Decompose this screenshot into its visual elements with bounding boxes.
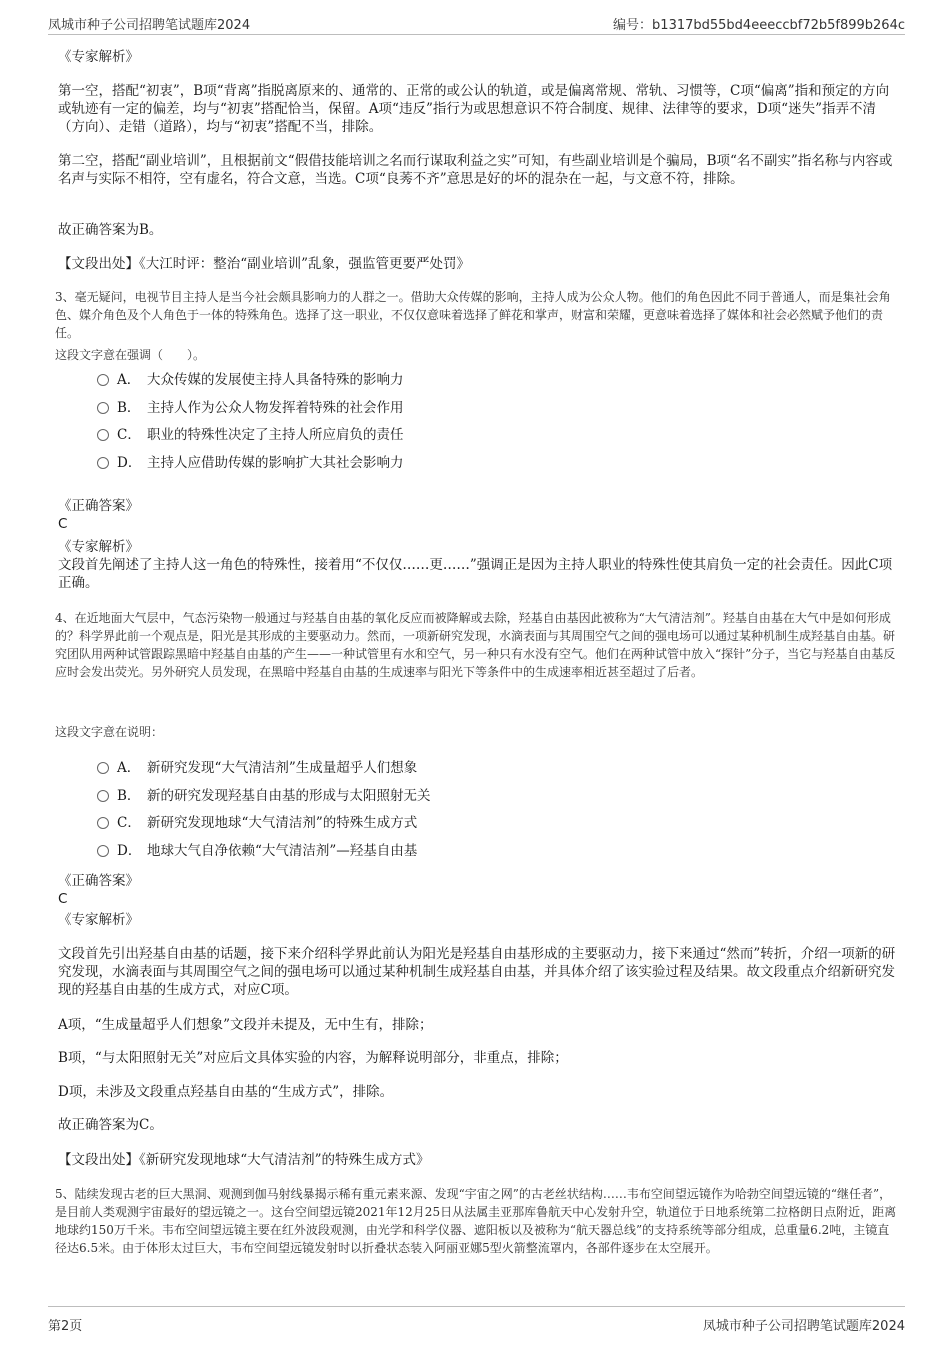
radio-icon[interactable]: [97, 762, 109, 774]
option-text: 职业的特殊性决定了主持人所应肩负的责任: [147, 427, 404, 443]
q4-source: 【文段出处】《新研究发现地球“大气清洁剂”的特殊生成方式》: [58, 1152, 430, 1168]
option-text: 大众传媒的发展使主持人具备特殊的影响力: [147, 372, 404, 388]
q4-analysis: 文段首先引出羟基自由基的话题，接下来介绍科学界此前认为阳光是羟基自由基形成的主要驱动力，接下来通过“然而”转折，介绍一项新的研究发现，水滴表面与其周围空气之间的强电场可以通过某种机制生成羟基自由基，并具体介绍了该实验过程及结果。故文段重点介绍新研究发现的羟基自由基的生成方式，对应C项。: [58, 946, 896, 998]
q4-note-a: A项，“生成量超乎人们想象”文段并未提及，无中生有，排除；: [58, 1017, 433, 1033]
option-text: 地球大气自净依赖“大气清洁剂”—羟基自由基: [147, 843, 418, 859]
radio-icon[interactable]: [97, 374, 109, 386]
q4-answer: C: [58, 891, 68, 907]
radio-icon[interactable]: [97, 457, 109, 469]
q4-conclusion: 故正确答案为C。: [58, 1117, 163, 1133]
radio-icon[interactable]: [97, 402, 109, 414]
q3-stem: 3、毫无疑问，电视节目主持人是当今社会颇具影响力的人群之一。借助大众传媒的影响，主持人成为公众人物。他们的角色因此不同于普通人，而是集社会角色、媒介角色及个人角色于一体的特殊角色。选择了这一职业，不仅仅意味着选择了鲜花和掌声，财富和荣耀，更意味着选择了媒体和社会必然赋予他们的责任。: [55, 290, 891, 340]
option-key: A．: [117, 372, 141, 388]
radio-icon[interactable]: [97, 817, 109, 829]
q3-option-d[interactable]: [97, 453, 404, 473]
q4-note-d: D项，未涉及文段重点羟基自由基的“生成方式”，排除。: [58, 1084, 394, 1100]
q3-option-b[interactable]: [97, 398, 404, 418]
q3-option-a[interactable]: [97, 370, 404, 390]
q4-prompt: 这段文字意在说明：: [55, 725, 164, 739]
option-key: A．: [117, 760, 141, 776]
option-key: C．: [117, 815, 141, 831]
q3-prompt: 这段文字意在强调（ ）。: [55, 348, 206, 362]
q5-stem: 5、陆续发现古老的巨大黑洞、观测到伽马射线暴揭示稀有重元素来源、发现“宇宙之网”的古老丝状结构……韦布空间望远镜作为哈勃空间望远镜的“继任者”，是目前人类观测宇宙最好的望远镜之一。这台空间望远镜2021年12月25日从法属圭亚那库鲁航天中心发射升空，轨道位于日地系统第二拉格朗日点附近，距离地球约150万千米。韦布空间望远镜主要在红外波段观测，由光学和科学仪器、遮阳板以及被称为“航天器总线”的支持系统等部分组成，总重量6.2吨，主镜直径达6.5米。由于体形太过巨大，韦布空间望远镜发射时以折叠状态装入阿丽亚娜5型火箭整流罩内，各部件逐步在太空展开。: [55, 1187, 897, 1255]
q2-source: 【文段出处】《大江时评：整治“副业培训”乱象，强监管更要严处罚》: [58, 256, 471, 272]
q4-option-d[interactable]: [97, 841, 417, 861]
page-header: [48, 12, 905, 35]
option-key: C．: [117, 427, 141, 443]
q2-analysis-title: 《专家解析》: [58, 49, 139, 65]
q2-analysis-para1: 第一空，搭配“初衷”，B项“背离”指脱离原来的、通常的、正常的或公认的轨道，或是偏离常规、常轨、习惯等，C项“偏离”指和预定的方向或轨迹有一定的偏差，均与“初衷”搭配恰当，保留。A项“违反”指行为或思想意识不符合制度、规律、法律等的要求，D项“迷失”指弄不清（方向）、走错（道路），均与“初衷”搭配不当，排除。: [58, 83, 890, 135]
option-text: 主持人应借助传媒的影响扩大其社会影响力: [147, 455, 404, 471]
option-key: D．: [117, 455, 142, 471]
q3-answer: C: [58, 516, 68, 532]
header-title: 凤城市种子公司招聘笔试题库2024: [48, 18, 251, 33]
q4-option-b[interactable]: [97, 786, 431, 806]
option-text: 主持人作为公众人物发挥着特殊的社会作用: [147, 400, 404, 416]
header-serial-number: 编号：b1317bd55bd4eeeccbf72b5f899b264c: [613, 18, 905, 33]
option-key: B．: [117, 400, 141, 416]
radio-icon[interactable]: [97, 429, 109, 441]
radio-icon[interactable]: [97, 845, 109, 857]
q2-analysis-para2: 第二空，搭配“副业培训”，且根据前文“假借技能培训之名而行谋取利益之实”可知，有些副业培训是个骗局，B项“名不副实”指名称与内容或名声与实际不相符，空有虚名，符合文意，当选。C项“良莠不齐”意思是好的坏的混杂在一起，与文意不符，排除。: [58, 153, 893, 187]
page-number: 第2页: [48, 1319, 83, 1334]
q4-analysis-title: 《专家解析》: [58, 912, 139, 928]
q4-note-b: B项，“与太阳照射无关”对应后文具体实验的内容，为解释说明部分，非重点，排除；: [58, 1050, 568, 1066]
q3-option-c[interactable]: [97, 425, 404, 445]
radio-icon[interactable]: [97, 790, 109, 802]
page-footer: [48, 1306, 905, 1337]
q3-analysis: 文段首先阐述了主持人这一角色的特殊性，接着用“不仅仅……更……”强调正是因为主持人职业的特殊性使其肩负一定的社会责任。因此C项正确。: [58, 557, 893, 591]
option-text: 新研究发现地球“大气清洁剂”的特殊生成方式: [147, 815, 418, 831]
q4-option-c[interactable]: [97, 813, 417, 833]
q2-conclusion: 故正确答案为B。: [58, 222, 163, 238]
footer-title: 凤城市种子公司招聘笔试题库2024: [702, 1319, 905, 1334]
q4-answer-title: 《正确答案》: [58, 873, 139, 889]
option-key: D．: [117, 843, 142, 859]
option-key: B．: [117, 788, 141, 804]
q3-answer-title: 《正确答案》: [58, 498, 139, 514]
option-text: 新的研究发现羟基自由基的形成与太阳照射无关: [147, 788, 431, 804]
q3-analysis-title: 《专家解析》: [58, 539, 139, 555]
option-text: 新研究发现“大气清洁剂”生成量超乎人们想象: [147, 760, 418, 776]
q4-option-a[interactable]: [97, 758, 417, 778]
q4-stem: 4、在近地面大气层中，气态污染物一般通过与羟基自由基的氧化反应而被降解或去除，羟基自由基因此被称为“大气清洁剂”。羟基自由基在大气中是如何形成的？科学界此前一个观点是，阳光是其形成的主要驱动力。然而，一项新研究发现，水滴表面与其周围空气之间的强电场可以通过某种机制生成羟基自由基。研究团队用两种试管跟踪黑暗中羟基自由基的产生——一种试管里有水和空气，另一种只有水没有空气。他们在两种试管中放入“探针”分子，当它与羟基自由基反应时会发出荧光。另外研究人员发现，在黑暗中羟基自由基的生成速率与阳光下等条件中的生成速率相近甚至超过了后者。: [55, 611, 896, 679]
